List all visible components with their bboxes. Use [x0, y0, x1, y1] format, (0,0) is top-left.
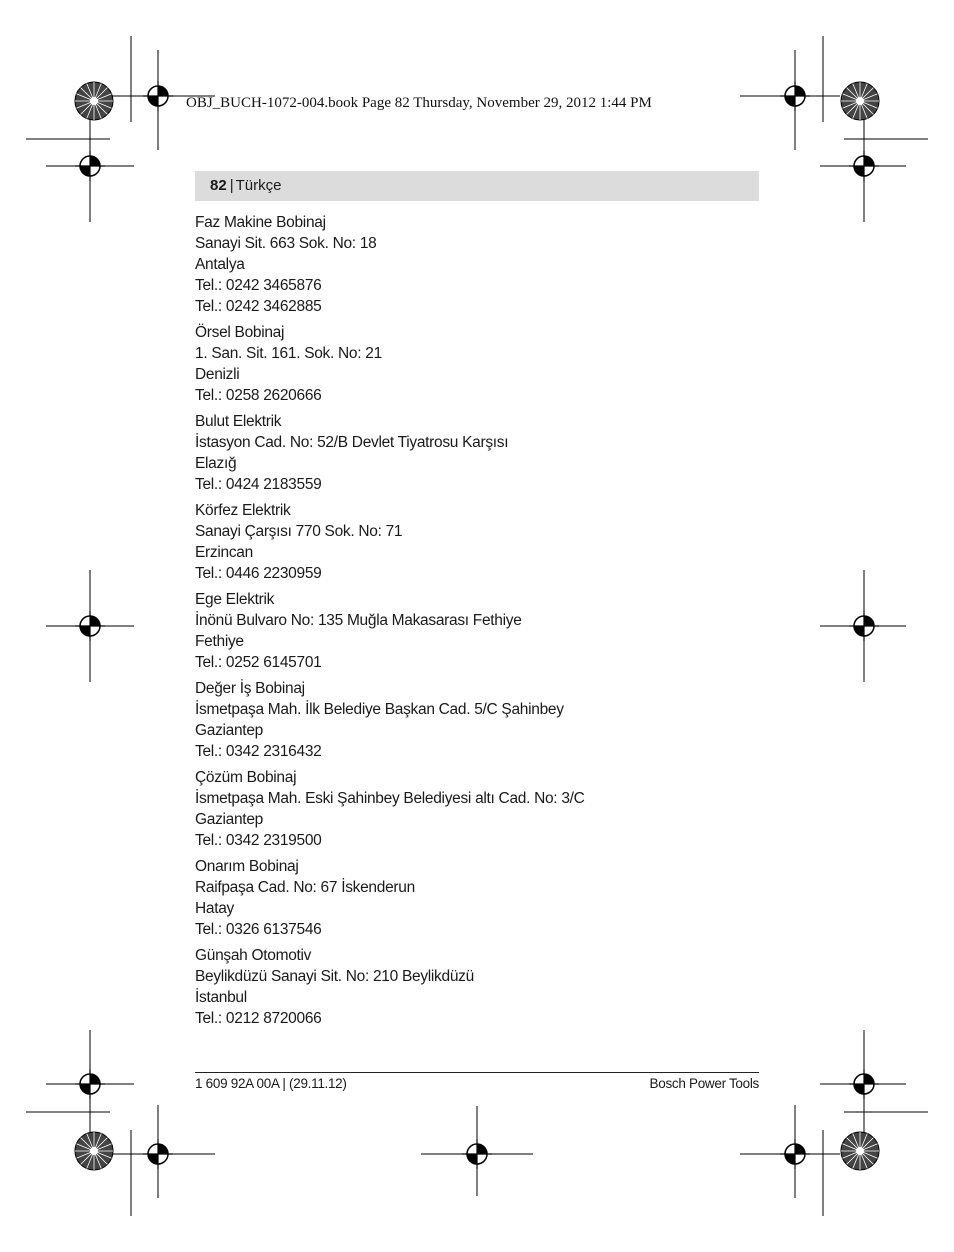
section-title: Türkçe — [235, 177, 282, 194]
header-separator: | — [229, 177, 234, 194]
phone: Tel.: 0258 2620666 — [195, 387, 322, 404]
address-entry — [195, 212, 759, 317]
company-name: Bulut Elektrik — [195, 413, 282, 430]
phone: Tel.: 0212 8720066 — [195, 1010, 322, 1027]
company-name: Faz Makine Bobinaj — [195, 214, 326, 231]
address-entry — [195, 945, 759, 1029]
page-header — [195, 171, 759, 201]
page-footer — [195, 1072, 759, 1091]
address-line: İsmetpaşa Mah. Eski Şahinbey Belediyesi altı Cad. No: 3/C — [195, 790, 585, 807]
address-line: Sanayi Çarşısı 770 Sok. No: 71 — [195, 523, 403, 540]
city: Gaziantep — [195, 811, 263, 828]
phone: Tel.: 0342 2316432 — [195, 743, 322, 760]
phone: Tel.: 0446 2230959 — [195, 565, 322, 582]
phone: Tel.: 0252 6145701 — [195, 654, 322, 671]
company-name: Onarım Bobinaj — [195, 858, 299, 875]
address-line: 1. San. Sit. 161. Sok. No: 21 — [195, 345, 382, 362]
page-number: 82 — [210, 177, 227, 194]
address-line: Beylikdüzü Sanayi Sit. No: 210 Beylikdüzü — [195, 968, 474, 985]
phone: Tel.: 0242 3462885 — [195, 298, 322, 315]
city: Hatay — [195, 900, 234, 917]
phone: Tel.: 0424 2183559 — [195, 476, 322, 493]
address-line: Sanayi Sit. 663 Sok. No: 18 — [195, 235, 377, 252]
phone: Tel.: 0242 3465876 — [195, 277, 322, 294]
address-entry — [195, 767, 759, 851]
address-entry — [195, 589, 759, 673]
address-line: İsmetpaşa Mah. İlk Belediye Başkan Cad. 5/C Şahinbey — [195, 701, 564, 718]
city: Denizli — [195, 366, 240, 383]
city: Gaziantep — [195, 722, 263, 739]
company-name: Ege Elektrik — [195, 591, 275, 608]
city: Erzincan — [195, 544, 253, 561]
address-entry — [195, 500, 759, 584]
city: Fethiye — [195, 633, 244, 650]
service-address-list — [195, 212, 759, 1034]
address-entry — [195, 856, 759, 940]
city: İstanbul — [195, 989, 247, 1006]
company-name: Günşah Otomotiv — [195, 947, 312, 964]
address-entry — [195, 678, 759, 762]
address-line: İstasyon Cad. No: 52/B Devlet Tiyatrosu Karşısı — [195, 434, 509, 451]
phone: Tel.: 0342 2319500 — [195, 832, 322, 849]
address-entry — [195, 322, 759, 406]
document-number: 1 609 92A 00A | (29.11.12) — [195, 1076, 347, 1091]
company-name: Körfez Elektrik — [195, 502, 291, 519]
company-name: Örsel Bobinaj — [195, 324, 285, 341]
company-name: Çözüm Bobinaj — [195, 769, 297, 786]
publisher: Bosch Power Tools — [649, 1076, 759, 1091]
address-line: Raifpaşa Cad. No: 67 İskenderun — [195, 879, 415, 896]
company-name: Değer İş Bobinaj — [195, 680, 305, 697]
city: Antalya — [195, 256, 245, 273]
city: Elazığ — [195, 455, 237, 472]
address-entry — [195, 411, 759, 495]
print-slug-line: OBJ_BUCH-1072-004.book Page 82 Thursday, November 29, 2012 1:44 PM — [186, 95, 652, 111]
address-line: İnönü Bulvaro No: 135 Muğla Makasarası Fethiye — [195, 612, 522, 629]
phone: Tel.: 0326 6137546 — [195, 921, 322, 938]
